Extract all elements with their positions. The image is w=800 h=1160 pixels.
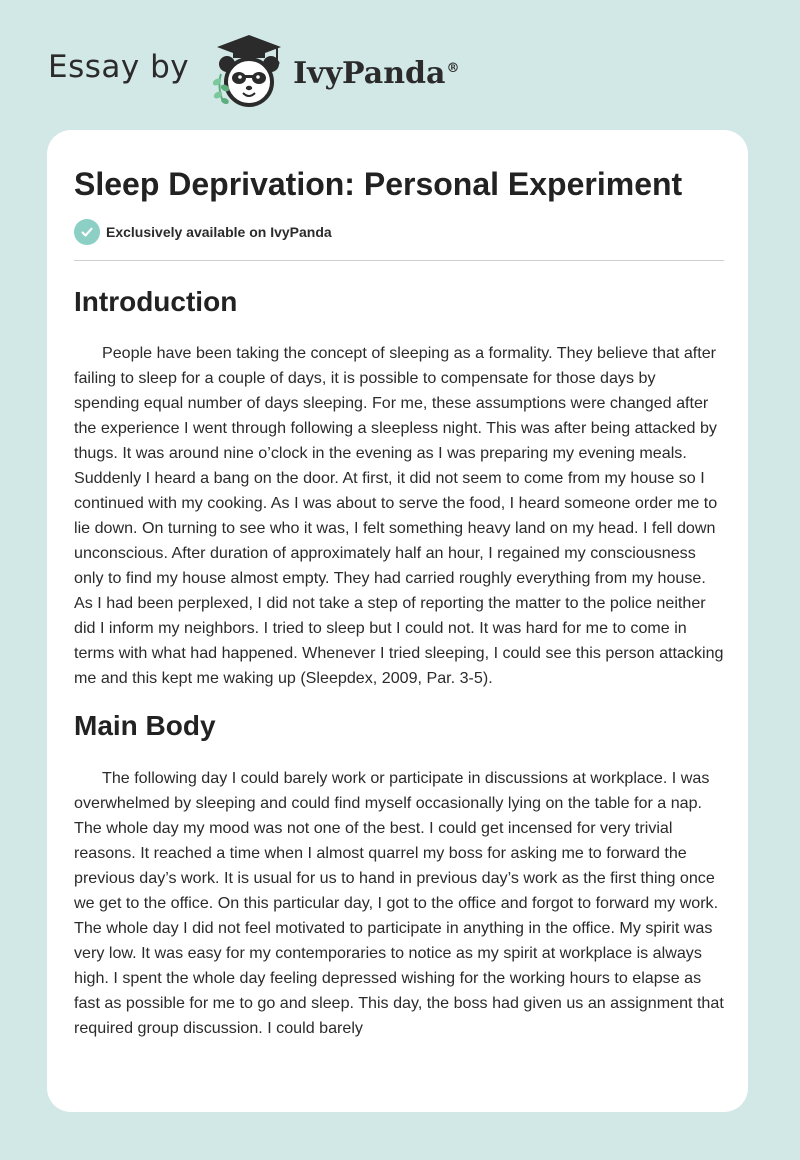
section-heading-main-body: Main Body [74,710,216,741]
brand-header [48,30,459,110]
brand-prefix: Essay by [48,49,190,85]
essay-title: Sleep Deprivation: Personal Experiment [74,166,683,202]
essay-card [47,130,748,1112]
exclusive-badge [74,219,721,245]
check-circle-icon [74,219,100,245]
registered-mark: ® [446,60,460,76]
title-divider [74,260,724,261]
main-body-paragraph: The following day I could barely work or participate in discussions at workplace. I was overwhelmed by sleeping and could find myself occasionally lying on the table for a nap. The whole day my mood was not one of the best. I could get incensed for very trivial reasons. It reached a time when I almost quarrel my boss for asking me to forward the previous day’s work. It is usual for us to hand in previous day’s work as the first thing once we get to the office. On this particular day, I got to the office and forgot to forward my work. The whole day I did not feel motivated to participate in anything in the office. My spirit was very low. It was easy for my contemporaries to notice as my spirit at workplace is always high. I spent the whole day feeling depressed wishing for the working hours to elapse as fast as possible for me to go and sleep. This day, the boss had given us an assignment that required group discussion. I could barely [74,769,724,1037]
panda-graduate-icon [203,30,289,110]
exclusive-badge-label: Exclusively available on IvyPanda [106,224,332,240]
section-heading-introduction: Introduction [74,286,238,317]
brand-name: IvyPanda® [293,55,460,91]
introduction-paragraph: People have been taking the concept of sleeping as a formality. They believe that after failing to sleep for a couple of days, it is possible to compensate for those days by spending equal number of days sleeping. For me, these assumptions were changed after the experience I went through following a sleepless night. This was after being attacked by thugs. It was around nine o’clock in the evening as I was preparing my evening meals. Suddenly I heard a bang on the door. At first, it did not seem to come from my house so I continued with my cooking. As I was about to serve the food, I heard someone order me to lie down. On turning to see who it was, I felt something heavy land on my head. I fell down unconscious. After duration of approximately half an hour, I regained my consciousness only to find my house almost empty. They had carried roughly everything from my house. As I had been perplexed, I did not take a step of reporting the matter to the police neither did I inform my neighbors. I tried to sleep but I could not. It was hard for me to come in terms with what had happened. Whenever I tried sleeping, I could see this person attacking me and this kept me waking up (Sleepdex, 2009, Par. 3-5). [74,344,724,687]
